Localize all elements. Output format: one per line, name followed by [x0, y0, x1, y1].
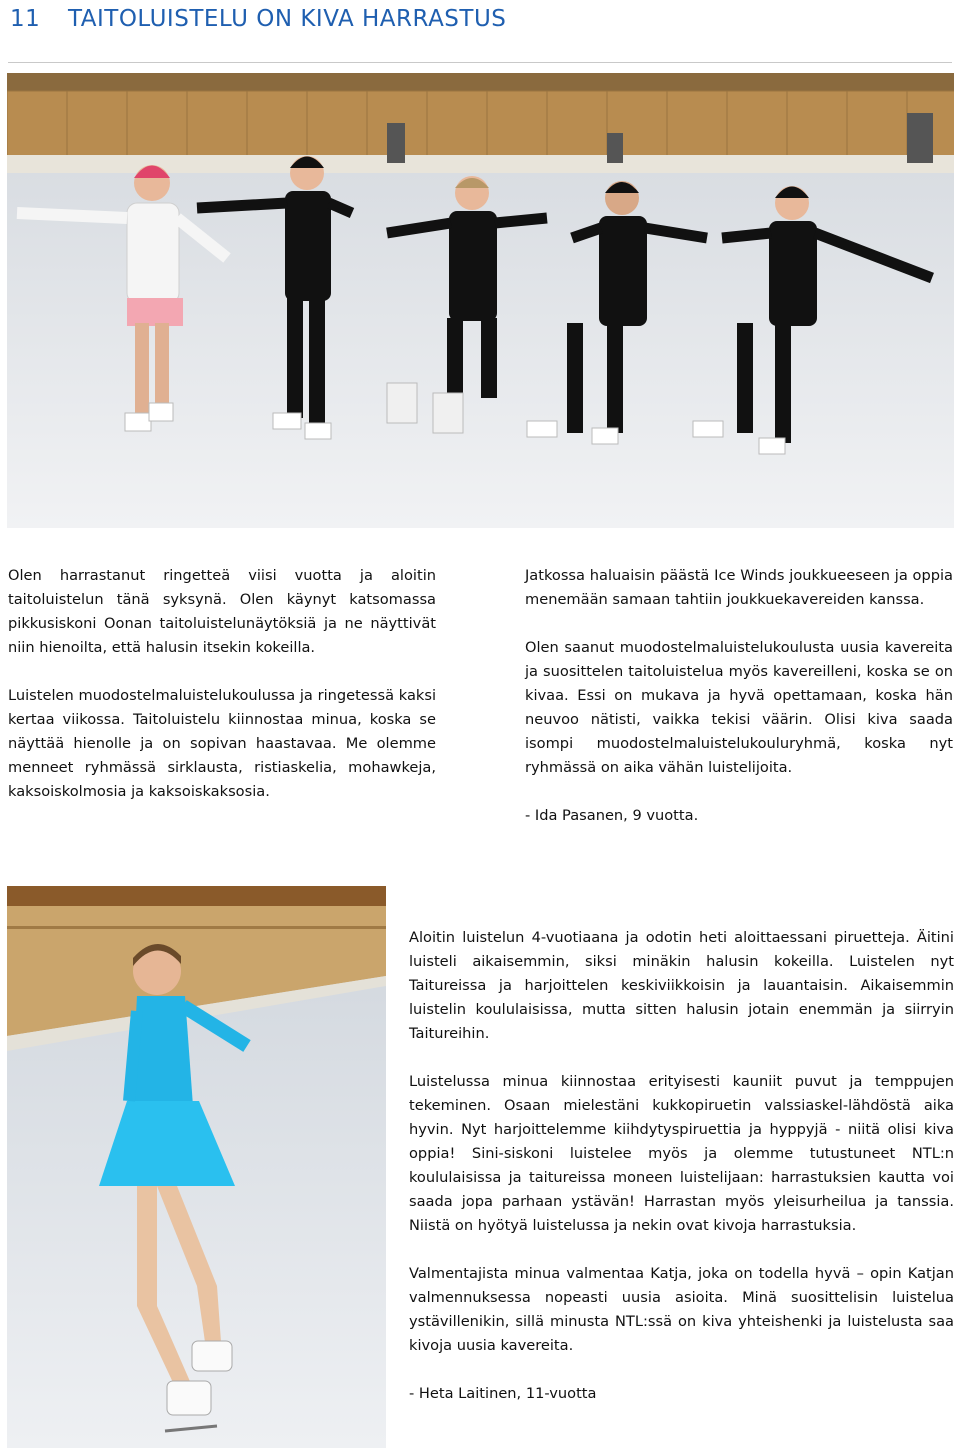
- article2-paragraph: Valmentajista minua valmentaa Katja, joka on todella hyvä – opin Katjan valmennuksessa nopeasti uusia asioita. Minä suosittelisin luistelua ystävillenikin, sillä minusta NTL:ssä on kiva yhteishenki ja luistelusta saa kivoja uusia kavereita.: [409, 1265, 954, 1354]
- article2-column: [409, 926, 954, 1430]
- group-skating-illustration: [7, 73, 954, 528]
- article1-paragraph: Olen harrastanut ringetteä viisi vuotta ja aloitin taitoluistelun tänä syksynä. Olen käynyt katsomassa pikkusiskoni Oonan taitoluistelunäytöksiä ja ne näyttivät niin hienoilta, että halusin itsekin kokeilla.: [8, 567, 436, 656]
- page-header: [8, 4, 952, 44]
- page-title: TAITOLUISTELU ON KIVA HARRASTUS: [68, 6, 507, 32]
- article1-signature: - Ida Pasanen, 9 vuotta.: [525, 807, 699, 824]
- solo-skater-illustration: [7, 886, 386, 1448]
- article1-paragraph: Jatkossa haluaisin päästä Ice Winds joukkueeseen ja oppia menemään samaan tahtiin joukkuekavereiden kanssa.: [525, 567, 953, 608]
- group-skating-photo: [7, 73, 954, 528]
- solo-skater-photo: [7, 886, 386, 1448]
- article2-signature: - Heta Laitinen, 11-vuotta: [409, 1385, 597, 1402]
- article1-paragraph: Luistelen muodostelmaluistelukoulussa ja ringetessä kaksi kertaa viikossa. Taitoluistelu kiinnostaa minua, koska se näyttää hienolle ja on sopivan haastavaa. Me olemme menneet ryhmässä sirklausta, ristiaskelia, mohawkeja, kaksoiskolmosia ja kaksoiskaksosia.: [8, 687, 436, 800]
- article1-paragraph: Olen saanut muodostelmaluistelukoulusta uusia kavereita ja suosittelen taitoluistelua myös kavereilleni, koska se on kivaa. Essi on mukava ja hyvä opettamaan, koska hän neuvoo nätisti, vaikka tekisi väärin. Olisi kiva saada isompi muodostelmaluistelukouluryhmä, koska nyt ryhmässä on aika vähän luistelijoita.: [525, 639, 953, 776]
- article2-paragraph: Luistelussa minua kiinnostaa erityisesti kauniit puvut ja temppujen tekeminen. Osaan mielestäni kukkopiruetin valssiaskel-lähdöstä aika hyvin. Nyt harjoittelemme kiihdytyspiruettia ja hyppyjä - niitä olisi kiva oppia! Sini-siskoni luistelee myös ja olemme tutustuneet NTL:n koululaisissa ja taitureissa moneen luistelijaan: harrastuksien kautta voi saada jopa parhaan ystävän! Harrastan myös yleisurheilua ja tanssia. Niistä on hyötyä luistelussa ja nekin ovat kivoja harrastuksia.: [409, 1073, 954, 1234]
- article1-right-column: [525, 564, 953, 852]
- article1-left-column: [8, 564, 436, 828]
- page-number: 11: [10, 6, 41, 32]
- article2-paragraph: Aloitin luistelun 4-vuotiaana ja odotin heti aloittaessani piruetteja. Äitini luisteli aikaisemmin, siksi minäkin halusin kokeilla. Luistelen nyt Taitureissa ja harjoittelen keskiviikkoisin ja lauantaisin. Aikaisemmin luistelin koululaisissa, mutta sitten halusin jotain enemmän ja siirryin Taitureihin.: [409, 929, 954, 1042]
- header-divider: [8, 62, 952, 63]
